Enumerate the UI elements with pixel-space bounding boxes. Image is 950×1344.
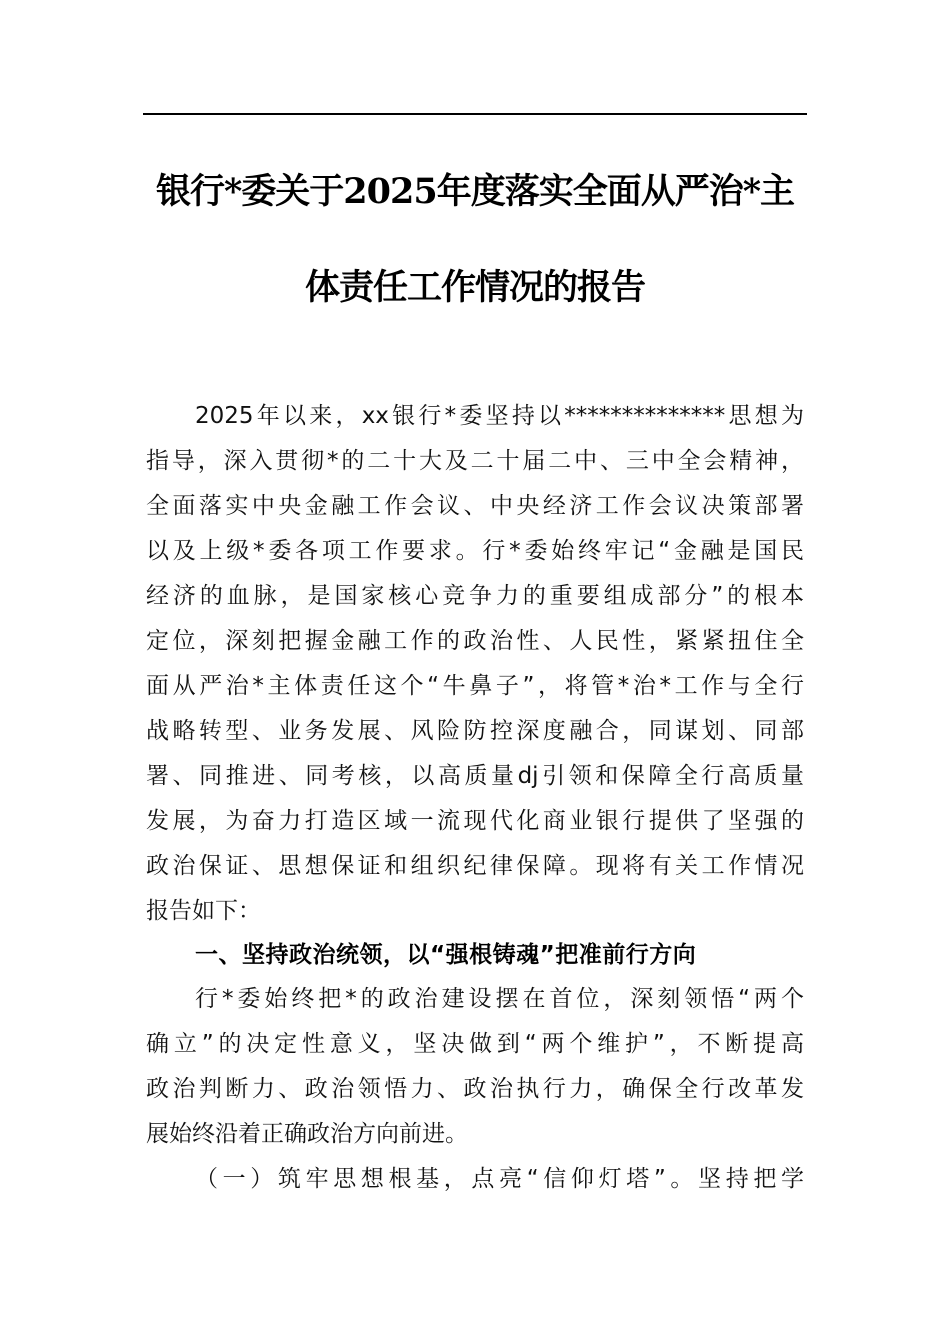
intro-paragraph-line: 发展，为奋力打造区域一流现代化商业银行提供了坚强的 [146,808,804,834]
intro-paragraph-line: 以及上级*委各项工作要求。行*委始终牢记“金融是国民 [146,538,804,564]
intro-paragraph-line: 定位，深刻把握金融工作的政治性、人民性，紧紧扭住全 [146,628,804,654]
intro-paragraph-line: 经济的血脉，是国家核心竞争力的重要组成部分”的根本 [146,583,804,609]
document-title-line-1: 银行*委关于2025年度落实全面从严治*主 [155,171,795,212]
intro-paragraph-line: 指导，深入贯彻*的二十大及二十届二中、三中全会精神， [146,448,804,474]
intro-paragraph-line: 面从严治*主体责任这个“牛鼻子”，将管*治*工作与全行 [146,673,804,699]
section-1-paragraph-line: 展始终沿着正确政治方向前进。 [146,1121,468,1147]
section-1-paragraph-line: 政治判断力、政治领悟力、政治执行力，确保全行改革发 [146,1076,804,1102]
header-rule [143,113,807,115]
intro-paragraph-line: 政治保证、思想保证和组织纪律保障。现将有关工作情况 [146,853,804,879]
intro-paragraph-line: 署、同推进、同考核，以高质量dj引领和保障全行高质量 [146,763,804,789]
intro-paragraph-line: 2025年以来，xx银行*委坚持以**************思想为 [195,403,804,429]
intro-paragraph-line: 战略转型、业务发展、风险防控深度融合，同谋划、同部 [146,718,804,744]
intro-paragraph-line: 全面落实中央金融工作会议、中央经济工作会议决策部署 [146,493,804,519]
intro-paragraph-line: 报告如下： [146,898,261,924]
document-title-line-2: 体责任工作情况的报告 [304,267,645,308]
subsection-1-first-line: （一）筑牢思想根基，点亮“信仰灯塔”。坚持把学 [195,1166,804,1192]
section-1-paragraph-line: 行*委始终把*的政治建设摆在首位，深刻领悟“两个 [195,986,804,1012]
section-1-heading: 一、坚持政治统领，以“强根铸魂”把准前行方向 [195,942,697,968]
section-1-paragraph-line: 确立”的决定性意义，坚决做到“两个维护”，不断提高 [146,1031,804,1057]
